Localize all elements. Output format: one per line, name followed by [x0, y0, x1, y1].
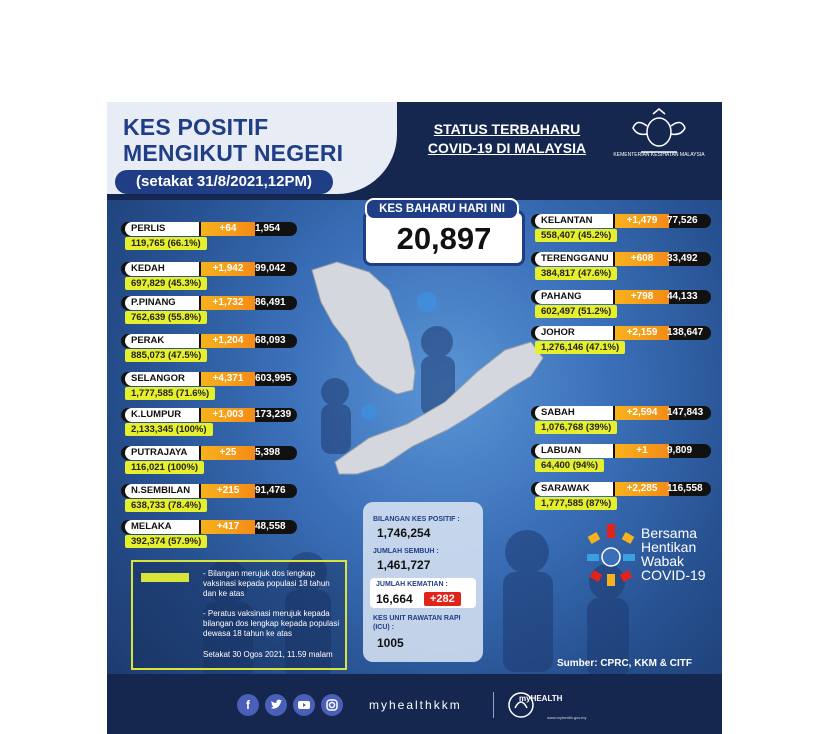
state-name: PERAK [125, 334, 199, 348]
state-card [121, 334, 297, 364]
facebook-icon[interactable]: f [237, 694, 259, 716]
youtube-icon[interactable] [293, 694, 315, 716]
state-card [531, 214, 711, 244]
campaign-emblem-icon [581, 520, 641, 590]
state-name: PERLIS [125, 222, 199, 236]
deaths-new-badge: +282 [424, 592, 461, 606]
state-total: 48,558 [255, 521, 286, 532]
state-increase: +2,159 [615, 326, 669, 340]
state-increase: +4,371 [201, 372, 255, 386]
state-bar [531, 406, 711, 420]
new-cases-value: 20,897 [363, 210, 525, 266]
state-total: 1,954 [255, 223, 281, 234]
state-card [121, 262, 297, 292]
state-increase: +1 [615, 444, 669, 458]
state-vaccinated: 885,073 (47.5%) [125, 349, 207, 362]
state-bar [531, 444, 711, 458]
campaign-line-1: Bersama [641, 525, 698, 541]
state-name: K.LUMPUR [125, 408, 199, 422]
state-card [121, 222, 297, 252]
state-name: KELANTAN [535, 214, 613, 228]
state-card [531, 290, 711, 320]
campaign-line-3: Wabak [641, 553, 685, 569]
status-line-1: STATUS TERBAHARU [433, 121, 581, 137]
status-heading [415, 120, 599, 158]
state-bar [121, 334, 297, 348]
instagram-icon[interactable] [321, 694, 343, 716]
state-bar [121, 296, 297, 310]
campaign-logo [581, 520, 721, 590]
page-title [123, 114, 343, 166]
state-vaccinated: 64,400 (94%) [535, 459, 604, 472]
state-name: KEDAH [125, 262, 199, 276]
state-increase: +215 [201, 484, 255, 498]
infographic-poster [107, 102, 722, 734]
deaths-box [370, 578, 476, 608]
state-bar [531, 252, 711, 266]
state-increase: +25 [201, 446, 255, 460]
state-total: 173,239 [255, 409, 292, 420]
state-vaccinated: 384,817 (47.6%) [535, 267, 617, 280]
state-increase: +2,594 [615, 406, 669, 420]
recovered-value: 1,461,727 [377, 558, 431, 572]
deaths-label: JUMLAH KEMATIAN : [376, 581, 448, 588]
state-vaccinated: 1,777,585 (71.6%) [125, 387, 215, 400]
state-vaccinated: 1,276,146 (47.1%) [535, 341, 625, 354]
state-bar [121, 262, 297, 276]
state-increase: +1,204 [201, 334, 255, 348]
ministry-name: KEMENTERIAN KESIHATAN MALAYSIA [613, 152, 705, 158]
state-card [531, 406, 711, 436]
state-vaccinated: 116,021 (100%) [125, 461, 204, 474]
state-name: JOHOR [535, 326, 613, 340]
positive-label: BILANGAN KES POSITIF : [373, 516, 460, 523]
state-vaccinated: 638,733 (78.4%) [125, 499, 207, 512]
legend-note-1: - Bilangan merujuk dos lengkap vaksinasi kepada populasi 18 tahun dan ke atas [203, 569, 330, 598]
status-line-2: COVID-19 DI MALAYSIA [427, 140, 587, 156]
state-card [121, 372, 297, 402]
state-vaccinated: 762,639 (55.8%) [125, 311, 207, 324]
legend-swatch [141, 573, 189, 582]
state-card [531, 326, 711, 356]
state-card [531, 444, 711, 474]
state-total: 77,526 [667, 215, 698, 226]
state-name: SELANGOR [125, 372, 199, 386]
totals-panel [363, 502, 483, 662]
state-total: 116,558 [667, 483, 703, 494]
state-vaccinated: 602,497 (51.2%) [535, 305, 617, 318]
state-increase: +1,479 [615, 214, 669, 228]
state-name: PAHANG [535, 290, 613, 304]
state-increase: +2,285 [615, 482, 669, 496]
new-cases-label: KES BAHARU HARI INI [365, 198, 519, 220]
state-vaccinated: 119,765 (66.1%) [125, 237, 207, 250]
state-vaccinated: 2,133,345 (100%) [125, 423, 213, 436]
footer-divider [493, 692, 494, 718]
state-total: 603,995 [255, 373, 292, 384]
footer-bar [107, 674, 722, 734]
state-name: P.PINANG [125, 296, 199, 310]
state-increase: +798 [615, 290, 669, 304]
state-card [121, 296, 297, 326]
state-total: 5,398 [255, 447, 281, 458]
state-card [121, 520, 297, 550]
state-total: 138,647 [667, 327, 704, 338]
state-bar [121, 408, 297, 422]
icu-value: 1005 [377, 636, 404, 650]
campaign-text [641, 526, 706, 582]
state-vaccinated: 558,407 (45.2%) [535, 229, 617, 242]
state-vaccinated: 392,374 (57.9%) [125, 535, 207, 548]
state-vaccinated: 697,829 (45.3%) [125, 277, 207, 290]
myhealth-logo-text: myHEALTH [519, 694, 563, 703]
state-increase: +1,942 [201, 262, 255, 276]
source-credit: Sumber: CPRC, KKM & CITF [557, 658, 692, 669]
state-card [531, 482, 711, 512]
campaign-line-2: Hentikan [641, 539, 697, 555]
state-name: MELAKA [125, 520, 199, 534]
state-total: 91,476 [255, 485, 286, 496]
state-total: 9,809 [667, 445, 693, 456]
state-increase: +417 [201, 520, 255, 534]
myhealth-url: www.myhealth.gov.my [547, 715, 587, 720]
campaign-line-4: COVID-19 [641, 567, 706, 583]
state-name: N.SEMBILAN [125, 484, 199, 498]
state-increase: +608 [615, 252, 669, 266]
state-total: 68,093 [255, 335, 286, 346]
title-line-2: MENGIKUT NEGERI [123, 140, 344, 166]
title-panel [107, 102, 397, 194]
state-bar [121, 222, 297, 236]
twitter-icon[interactable] [265, 694, 287, 716]
peninsular-malaysia-shape [312, 262, 415, 394]
social-handle[interactable]: myhealthkkm [369, 698, 462, 712]
legend-box [131, 560, 347, 670]
state-card [121, 408, 297, 438]
state-bar [121, 484, 297, 498]
state-name: SARAWAK [535, 482, 613, 496]
state-name: PUTRAJAYA [125, 446, 199, 460]
government-crest-icon [629, 108, 689, 156]
state-vaccinated: 1,076,768 (39%) [535, 421, 617, 434]
state-name: LABUAN [535, 444, 613, 458]
state-increase: +64 [201, 222, 255, 236]
state-increase: +1,732 [201, 296, 255, 310]
state-bar [121, 446, 297, 460]
date-badge: (setakat 31/8/2021,12PM) [115, 170, 333, 194]
state-card [121, 446, 297, 476]
state-card [531, 252, 711, 282]
state-card [121, 484, 297, 514]
state-total: 44,133 [667, 291, 698, 302]
deaths-value: 16,664 [376, 592, 413, 606]
state-total: 99,042 [255, 263, 286, 274]
state-name: SABAH [535, 406, 613, 420]
title-line-1: KES POSITIF [123, 114, 269, 140]
state-bar [531, 290, 711, 304]
state-bar [121, 520, 297, 534]
icu-label: KES UNIT RAWATAN RAPI (ICU) : [373, 615, 461, 631]
legend-date: Setakat 30 Ogos 2021, 11.59 malam [203, 650, 333, 659]
state-increase: +1,003 [201, 408, 255, 422]
state-bar [531, 214, 711, 228]
state-total: 33,492 [667, 253, 698, 264]
state-total: 147,843 [667, 407, 704, 418]
state-bar [121, 372, 297, 386]
recovered-label: JUMLAH SEMBUH : [373, 548, 439, 555]
state-vaccinated: 1,777,585 (87%) [535, 497, 617, 510]
state-total: 86,491 [255, 297, 286, 308]
positive-value: 1,746,254 [377, 526, 431, 540]
state-name: TERENGGANU [535, 252, 613, 266]
state-bar [531, 326, 711, 340]
state-bar [531, 482, 711, 496]
legend-note-2: - Peratus vaksinasi merujuk kepada bilangan dos lengkap kepada populasi dewasa 18 tahun ke atas [203, 609, 340, 638]
